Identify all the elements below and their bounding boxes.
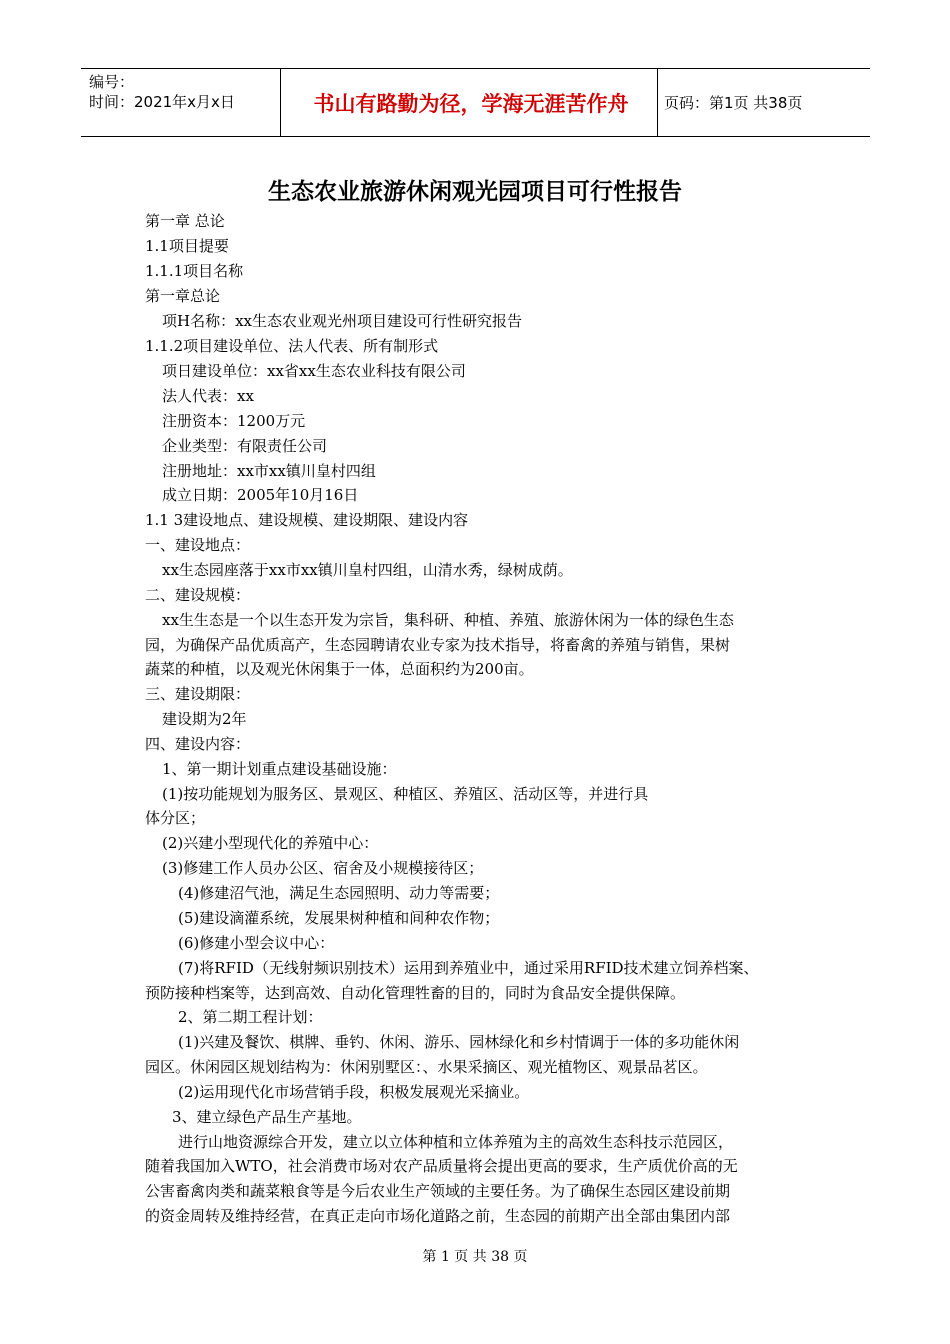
body-line: (6)修建小型会议中心： [178,934,335,952]
body-line: 项日建设单位：xx省xx生态农业科技有限公司 [162,362,466,380]
body-line: 随着我国加入WTO，社会消费市场对农产品质量将会提出更高的要求，生产质优价高的无 [145,1157,738,1175]
body-line: 进行山地资源综合开发，建立以立体种植和立体养殖为主的高效生态科技示范园区， [178,1133,734,1151]
body-line: 1.1.1项目名称 [145,262,244,280]
body-line: 四、建设内容： [145,735,251,753]
body-line: 建设期为2年 [162,710,247,728]
body-line: 1.1项目提要 [145,237,229,255]
body-line: 公害畜禽肉类和蔬菜粮食等是今后农业生产领域的主要任务。为了确保生态园区建设前期 [145,1182,731,1200]
body-line: 注册地址：xx市xx镇川皇村四组 [162,462,376,480]
body-line: 第一章 总论 [145,212,225,230]
time-label: 时间：2021年x月x日 [89,93,235,111]
body-line: 法人代表：xx [162,387,254,405]
body-line: (2)运用现代化市场营销手段，积极发展观光采摘业。 [178,1083,530,1101]
body-line: (1)按功能规划为服务区、景观区、种植区、养殖区、活动区等，并进行具 [162,785,649,803]
body-line: (5)建设滴灌系统，发展果树种植和间种农作物； [178,909,500,927]
body-line: 蔬菜的种植，以及观光休闲集于一体，总面积约为200亩。 [145,660,534,678]
document-title: 生态农业旅游休闲观光园项目可行性报告 [268,179,682,205]
body-line: 注册资本：1200万元 [162,412,306,430]
header-page-info: 页码：第1页 共38页 [664,94,803,112]
body-line: 二、建设规模： [145,586,251,604]
body-line: (7)将RFID（无线射频识别技术）运用到养殖业中，通过采用RFID技术建立饲养档案、 [178,959,759,977]
header-motto: 书山有路勤为径，学海无涯苦作舟 [313,91,629,116]
body-line: 园区。休闲园区规划结构为：休闲别墅区：、水果采摘区、观光植物区、观景品茗区。 [145,1058,708,1076]
page-header [81,68,870,137]
body-line: 1.1 3建设地点、建设规模、建设期限、建设内容 [145,511,469,529]
body-line: (4)修建沼气池，满足生态园照明、动力等需要； [178,884,500,902]
body-line: 第一章总论 [145,287,221,305]
body-line: xx生生态是一个以生态开发为宗旨，集科研、种植、养殖、旅游休闲为一体的绿色生态 [162,611,734,629]
body-line: xx生态园座落于xx市xx镇川皇村四组，山清水秀，绿树成荫。 [162,561,573,579]
body-line: 项H名称：xx生态农业观光州项目建设可行性研究报告 [162,312,523,330]
body-line: (1)兴建及餐饮、棋牌、垂钓、休闲、游乐、园林绿化和乡村情调于一体的多功能休闲 [178,1033,740,1051]
number-label: 编号： [89,73,135,91]
body-line: 企业类型：有限责任公司 [162,437,328,455]
body-line: 1、第一期计划重点建设基础设施： [162,760,397,778]
body-line: 园，为确保产品优质高产，生态园聘请农业专家为技术指导，将畜禽的养殖与销售，果树 [145,636,731,654]
body-line: 1.1.2项目建设单位、法人代表、所有制形式 [145,337,439,355]
body-line: 体分区； [145,809,206,827]
body-line: 三、建设期限： [145,685,251,703]
body-line: 的资金周转及维持经营，在真正走向市场化道路之前，生态园的前期产出全部由集团内部 [145,1207,731,1225]
body-line: 预防接种档案等，达到高效、自动化管理牲畜的目的，同时为食品安全提供保障。 [145,984,686,1002]
header-meta [89,72,235,112]
body-line: (2)兴建小型现代化的养殖中心： [162,834,379,852]
body-line: 成立日期：2005年10月16日 [162,486,359,504]
header-divider [657,69,658,136]
body-line: 2、第二期工程计划： [178,1008,323,1026]
page-footer: 第 1 页 共 38 页 [422,1249,528,1265]
body-line: (3)修建工作人员办公区、宿舍及小规模接待区； [162,859,484,877]
body-line: 一、建设地点： [145,536,251,554]
body-line: 3、建立绿色产品生产基地。 [172,1108,362,1126]
